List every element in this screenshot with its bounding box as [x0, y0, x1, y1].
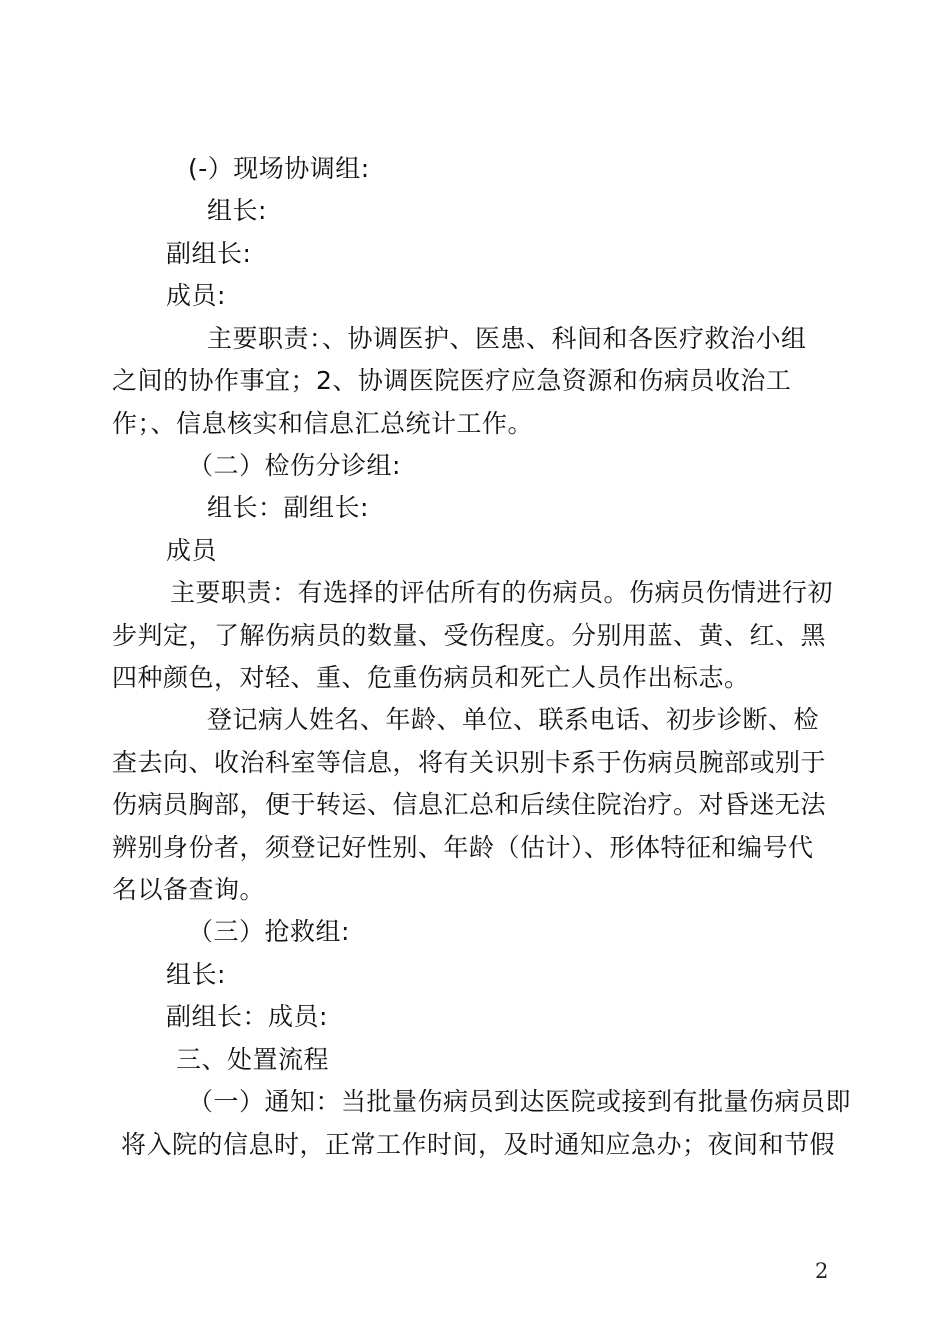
triage-duties-line-3: 四种颜色，对轻、重、危重伤病员和死亡人员作出标志。	[112, 663, 750, 692]
notification-paragraph-line-1: （一）通知：当批量伤病员到达医院或接到有批量伤病员即	[188, 1087, 852, 1116]
coordination-group-members: 成员:	[166, 281, 226, 310]
section-heading-rescue-group: （三）抢救组:	[188, 917, 350, 946]
rescue-group-leader: 组长:	[166, 960, 226, 989]
coordination-group-deputy-leader: 副组长:	[166, 239, 252, 268]
coordination-duties-line-1: 主要职责：、协调医护、医患、科间和各医疗救治小组	[207, 324, 807, 353]
triage-group-members: 成员	[166, 536, 218, 565]
notification-paragraph-line-2: 将入院的信息时，正常工作时间，及时通知应急办；夜间和节假	[121, 1130, 836, 1159]
coordination-duties-line-2: 之间的协作事宜；2、协调医院医疗应急资源和伤病员收治工	[112, 366, 792, 395]
triage-group-leaders: 组长：副组长:	[207, 493, 369, 522]
registration-paragraph-line-5: 名以备查询。	[112, 875, 266, 904]
page-number: 2	[815, 1259, 829, 1283]
registration-paragraph-line-3: 伤病员胸部，便于转运、信息汇总和后续住院治疗。对昏迷无法	[112, 790, 827, 819]
section-heading-coordination-group: (-）现场协调组:	[188, 154, 370, 183]
registration-paragraph-line-1: 登记病人姓名、年龄、单位、联系电话、初步诊断、检	[207, 705, 820, 734]
rescue-group-deputy-and-members: 副组长：成员:	[166, 1002, 328, 1031]
coordination-duties-line-3: 作；、信息核实和信息汇总统计工作。	[112, 409, 534, 438]
registration-paragraph-line-4: 辨别身份者，须登记好性别、年龄（估计）、形体特征和编号代	[112, 833, 814, 862]
registration-paragraph-line-2: 查去向、收治科室等信息，将有关识别卡系于伤病员腕部或别于	[112, 748, 827, 777]
section-heading-triage-group: （二）检伤分诊组:	[188, 451, 401, 480]
triage-duties-line-2: 步判定，了解伤病员的数量、受伤程度。分别用蓝、黄、红、黑	[112, 621, 827, 650]
section-heading-procedure: 三、处置流程	[176, 1045, 330, 1074]
coordination-group-leader: 组长:	[207, 196, 267, 225]
triage-duties-line-1: 主要职责：有选择的评估所有的伤病员。伤病员伤情进行初	[170, 578, 834, 607]
